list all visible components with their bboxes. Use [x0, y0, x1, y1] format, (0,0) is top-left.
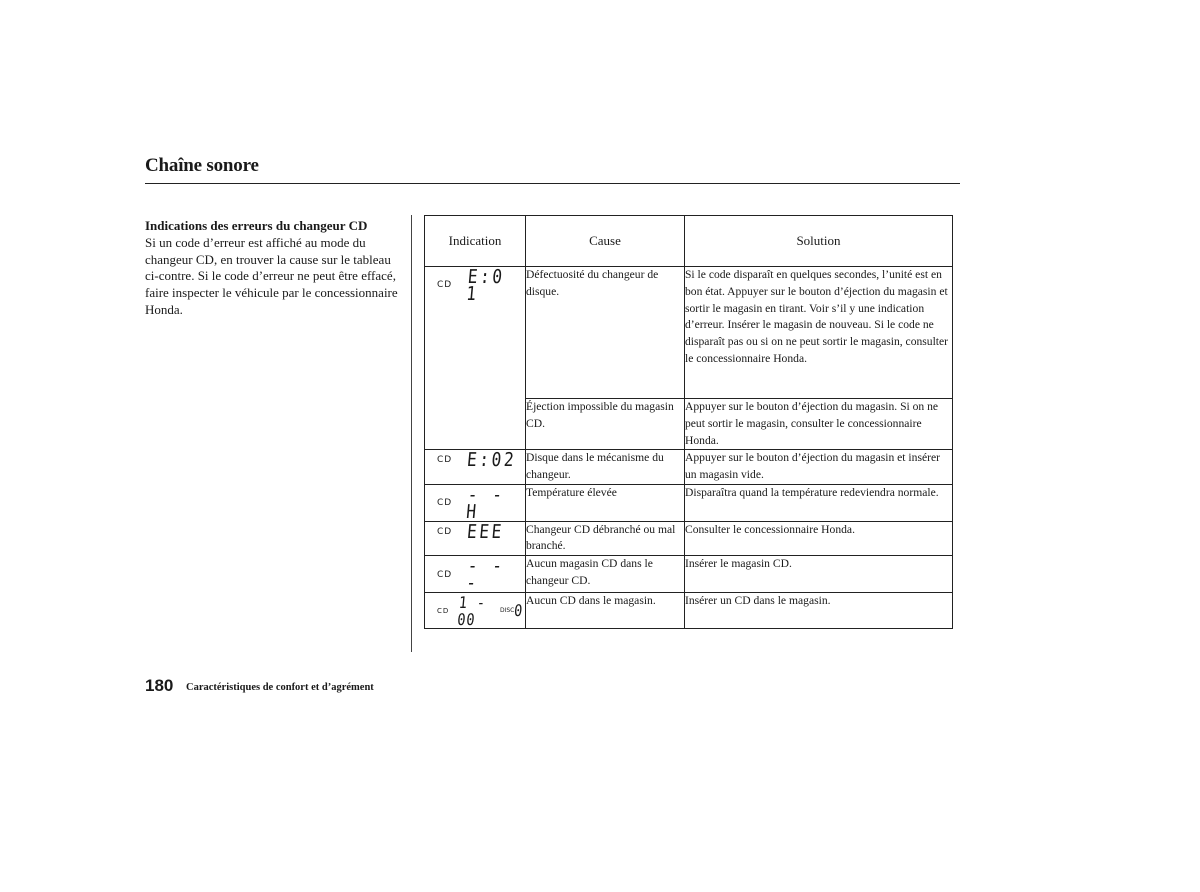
intro-block [145, 218, 400, 319]
error-code: E:02 [466, 449, 518, 472]
cause-cell: Aucun CD dans le magasin. [525, 592, 684, 629]
error-table [424, 215, 953, 629]
intro-body: Si un code d’erreur est affiché au mode du changeur CD, en trouver la cause sur le tableau ci-contre. Si le code d’erreur ne peut être effacé, faire inspecter le véhicule par le concessionnaire Honda. [145, 234, 398, 317]
solution-cell: Si le code disparaît en quelques secondes, l’unité est en bon état. Appuyer sur le bouton d’éjection du magasin et sortir le magasin en tirant. Voir s’il y une indication d’erreur. Insérer le magasin de nouveau. Si le code ne disparaît pas ou si on ne peut sortir le magasin, consulter le concessionnaire Honda. [684, 267, 952, 399]
indication-cell [425, 521, 526, 556]
error-code: EEE [466, 520, 506, 543]
error-code: - - - [465, 555, 506, 594]
table-row [425, 484, 953, 521]
cause-cell: Éjection impossible du magasin CD. [525, 399, 684, 450]
indication-cell [425, 267, 526, 450]
cd-label: CD [437, 280, 453, 291]
cause-cell: Défectuosité du changeur de disque. [525, 267, 684, 399]
display-readout [425, 485, 525, 521]
disc-number: 0 [513, 601, 525, 621]
header-indication: Indication [425, 216, 526, 267]
indication-cell [425, 556, 526, 593]
table-row [425, 267, 953, 399]
cause-cell: Changeur CD débranché ou mal branché. [525, 521, 684, 556]
cause-cell: Disque dans le mécanisme du changeur. [525, 450, 684, 485]
table-header-row [425, 216, 953, 267]
cd-label: CD [437, 498, 453, 509]
display-readout [425, 556, 525, 592]
cause-cell: Aucun magasin CD dans le changeur CD. [525, 556, 684, 593]
intro-heading: Indications des erreurs du changeur CD [145, 218, 368, 233]
disc-label: DISC [499, 607, 515, 615]
indication-cell [425, 450, 526, 485]
solution-cell: Appuyer sur le bouton d’éjection du magasin et insérer un magasin vide. [684, 450, 952, 485]
cause-cell: Température élevée [525, 484, 684, 521]
display-readout [425, 449, 525, 472]
solution-cell: Appuyer sur le bouton d’éjection du magasin. Si on ne peut sortir le magasin, consulter le concessionnaire Honda. [684, 399, 952, 450]
solution-cell: Disparaîtra quand la température redeviendra normale. [684, 484, 952, 521]
error-code: E:0 1 [465, 266, 506, 305]
cd-label: CD [437, 526, 453, 537]
header-cause: Cause [525, 216, 684, 267]
solution-cell: Consulter le concessionnaire Honda. [684, 521, 952, 556]
display-readout [425, 267, 525, 303]
cd-label: CD [437, 569, 453, 580]
table-row [425, 521, 953, 556]
cd-label: CD [437, 607, 450, 616]
table-row [425, 450, 953, 485]
solution-cell: Insérer un CD dans le magasin. [684, 592, 952, 629]
indication-cell [425, 592, 526, 629]
error-code: - - H [465, 483, 506, 523]
error-code: 1 - 00 [456, 592, 488, 629]
display-readout [425, 593, 525, 629]
cd-label: CD [437, 455, 453, 466]
solution-cell: Insérer le magasin CD. [684, 556, 952, 593]
table-row [425, 592, 953, 629]
page-number: 180 [145, 676, 174, 695]
header-solution: Solution [684, 216, 952, 267]
footer-section-title: Caractéristiques de confort et d’agrément [186, 682, 374, 693]
table-row [425, 556, 953, 593]
display-readout [425, 522, 525, 541]
column-divider [411, 215, 412, 652]
indication-cell [425, 484, 526, 521]
title-divider [145, 183, 960, 184]
page-title: Chaîne sonore [145, 155, 259, 176]
